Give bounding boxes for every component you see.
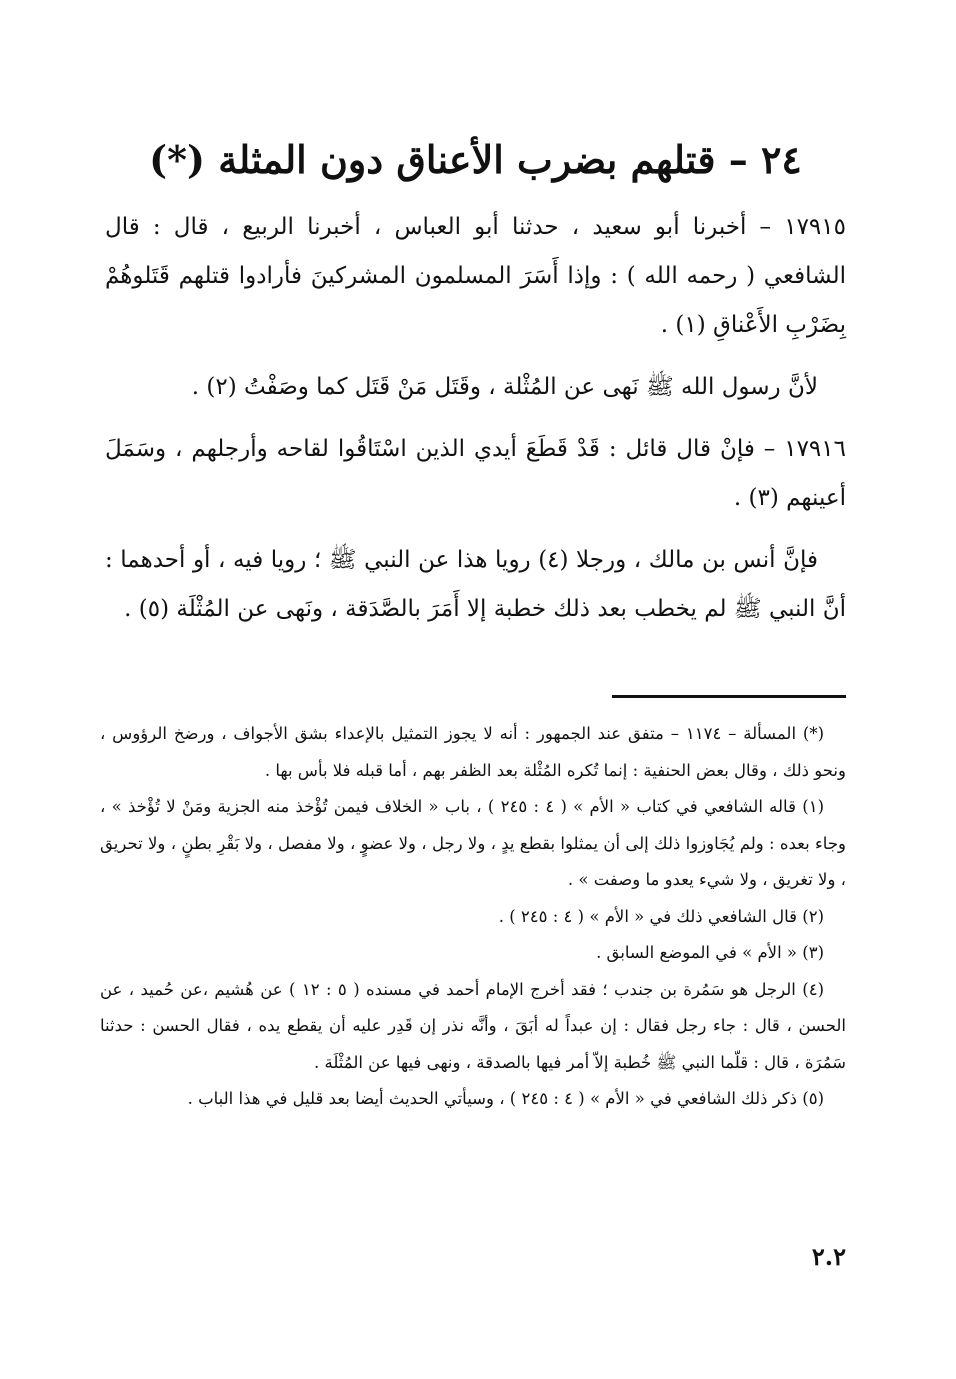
footnote-star: (*) المسألة – ١١٧٤ – متفق عند الجمهور : أنه لا يجوز التمثيل بالإعداء بشق الأجواف ، ورضخ الرؤوس ، ونحو ذلك ، وقال بعض الحنفية : إنما تُكره المُثْلة بعد الظفر بهم ، أما قبله فلا بأس بها . [100,724,846,780]
footnote-5: (٥) ذكر ذلك الشافعي في « الأم » ( ٤ : ٢٤٥ ) ، وسيأتي الحديث أيضا بعد قليل في هذا الباب . [187,1089,824,1108]
chapter-title: ٢٤ – قتلهم بضرب الأعناق دون المثلة (*) [149,137,802,182]
paragraph-17915: ١٧٩١٥ – أخبرنا أبو سعيد ، حدثنا أبو العباس ، أخبرنا الربيع ، قال : قال الشافعي ( رحمه الله ) : وإذا أَسَرَ المسلمون المشركينَ فأرادوا قتلهم قَتَلوهُمْ بِضَرْبِ الأَعْناقِ (١) . [105,214,846,338]
footnote-1: (١) قاله الشافعي في كتاب « الأم » ( ٤ : ٢٤٥ ) ، باب « الخلاف فيمن تُؤْخذ منه الجزية ومَنْ لا تُؤْخذ » ، وجاء بعده : ولم يُجَاوزوا ذلك إلى أن يمثلوا بقطع يدٍ ، ولا رجل ، ولا عضوٍ ، ولا مفصل ، ولا بَقْرِ بطنٍ ، ولا تحريق ، ولا تغريق ، ولا شيء يعدو ما وصفت » . [100,797,846,889]
footnote-2: (٢) قال الشافعي ذلك في « الأم » ( ٤ : ٢٤٥ ) . [498,906,824,926]
footnote-3: (٣) « الأم » في الموضع السابق . [596,943,824,962]
page-number: ٢.٢ [811,1242,846,1271]
paragraph-answer: فإنَّ أنس بن مالك ، ورجلا (٤) رويا هذا عن النبي ﷺ ؛ رويا فيه ، أو أحدهما : أنَّ النبي ﷺ لم يخطب بعد ذلك خطبة إلا أَمَرَ بالصَّدَقة ، ونَهى عن المُثْلَة (٥) . [105,547,846,622]
footnote-divider [612,695,846,698]
paragraph-17916: ١٧٩١٦ – فإنْ قال قائل : قَدْ قَطَعَ أيدي الذين اسْتَاقُوا لقاحه وأرجلهم ، وسَمَلَ أعينهم (٣) . [105,436,846,511]
body-text [105,203,846,647]
footnote-4: (٤) الرجل هو سَمُرة بن جندب ؛ فقد أخرج الإمام أحمد في مسنده ( ٥ : ١٢ ) عن هُشيم ،عن حُميد ، عن الحسن ، قال : جاء رجل فقال : إن عبداً له أبَقَ ، وأنَّه نذر إن قَدِر عليه أن يقطع يده ، فقال الحسن : حدثنا سَمُرَة ، قال : قلّما النبي ﷺ خُطبة إلاّ أمر فيها بالصدقة ، ونهى فيها عن المُثْلَة . [100,979,846,1072]
footnotes [100,716,846,1118]
paragraph-reason: لأنَّ رسول الله ﷺ نَهى عن المُثْلة ، وقَتَل مَنْ قَتَل كما وصَفْتُ (٢) . [191,374,818,400]
